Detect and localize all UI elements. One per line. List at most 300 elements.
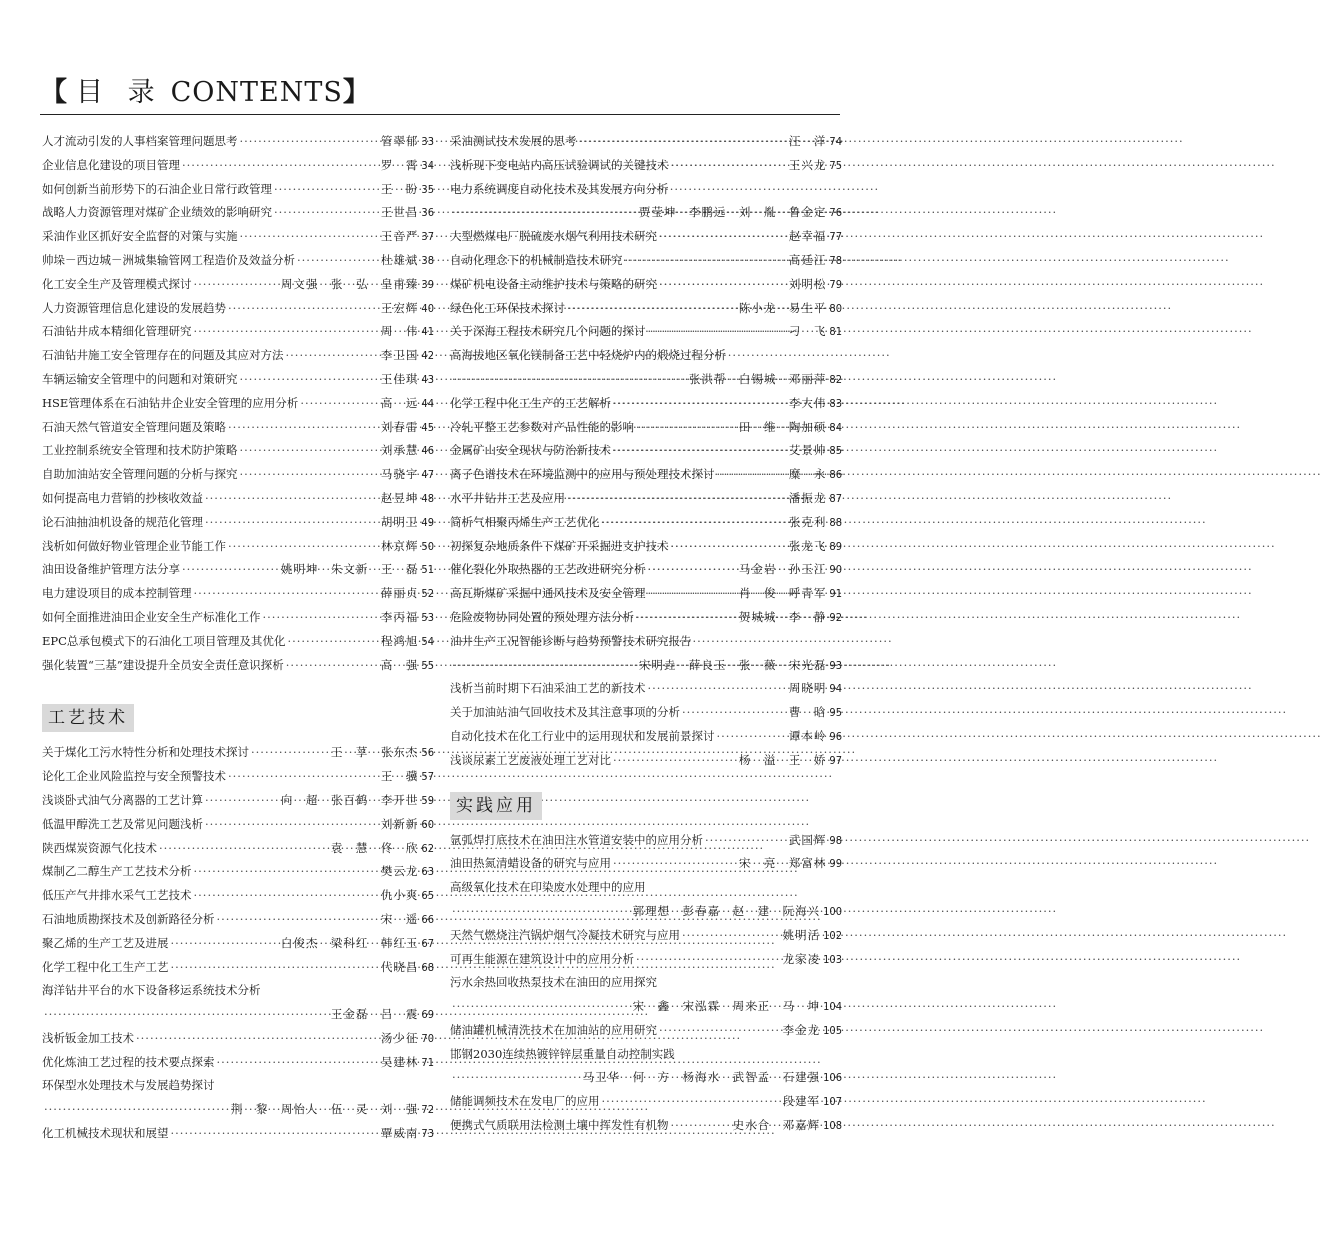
toc-entry[interactable] (42, 300, 434, 324)
toc-entry-page: 96 (829, 729, 842, 743)
toc-entry-title: 浅析如何做好物业管理企业节能工作 (42, 538, 226, 553)
toc-entry-title: 聚乙烯的生产工艺及进展 (42, 935, 169, 950)
toc-entry-authors: 张龙飞 (788, 538, 827, 553)
toc-entry[interactable] (450, 490, 842, 514)
toc-entry-page: 59 (421, 793, 434, 807)
right-toc-list-1 (450, 133, 842, 776)
dot-leader (182, 562, 279, 576)
toc-entry-page: 57 (421, 770, 434, 784)
toc-entry[interactable] (450, 1069, 842, 1093)
dot-leader (671, 1118, 731, 1132)
toc-entry[interactable] (450, 395, 842, 419)
toc-entry[interactable] (42, 792, 434, 816)
toc-entry[interactable] (450, 133, 842, 157)
toc-entry-authors: 田 维 陶加硕 (738, 419, 827, 434)
toc-entry[interactable] (42, 657, 434, 681)
toc-entry-authors: 袁 慧 佟 欣 (330, 840, 419, 855)
dot-leader (613, 443, 787, 457)
dot-leader (300, 396, 379, 410)
toc-entry[interactable] (42, 816, 434, 840)
toc-entry[interactable] (450, 252, 842, 276)
toc-entry-title: 天然气燃烧注汽锅炉烟气冷凝技术研究与应用 (450, 927, 680, 942)
dot-leader (636, 952, 781, 966)
dot-leader (159, 841, 329, 855)
toc-entry-page: 107 (823, 1095, 842, 1109)
toc-entry-title: 浅谈尿素工艺废液处理工艺对比 (450, 752, 611, 767)
toc-entry-page: 36 (421, 206, 434, 220)
toc-entry-page: 48 (421, 491, 434, 505)
toc-entry-page: 50 (421, 539, 434, 553)
toc-entry[interactable] (42, 609, 434, 633)
header-title: 目 录 (76, 77, 163, 108)
header-subtitle: CONTENTS (170, 77, 343, 108)
toc-entry-authors: 王音严 (380, 229, 419, 244)
toc-entry-authors: 赵昱坤 (380, 490, 419, 505)
toc-entry[interactable] (450, 181, 842, 205)
toc-entry[interactable] (450, 157, 842, 181)
header-close-bracket: 】 (342, 77, 371, 108)
toc-entry-authors: 郭理想 彭春嘉 赵 建 阮海兴 (632, 903, 821, 918)
toc-entry[interactable] (42, 935, 434, 959)
toc-entry-authors: 杜雄斌 (380, 252, 419, 267)
toc-entry-page: 65 (421, 889, 434, 903)
toc-entry-authors: 白俊杰 梁科红 韩红玉 (280, 935, 419, 950)
toc-entry[interactable] (450, 633, 842, 657)
dot-leader (625, 253, 787, 267)
dot-leader (636, 420, 737, 434)
toc-entry[interactable] (450, 514, 842, 538)
toc-entry-authors: 潘振龙 (788, 490, 827, 505)
toc-entry[interactable] (42, 1054, 434, 1078)
toc-entry-page: 88 (829, 515, 842, 529)
toc-entry-authors: 周文强 张 弘 皇甫臻 (280, 276, 419, 291)
toc-entry-authors: 宋 鑫 宋泓霖 周来正 马 坤 (632, 999, 821, 1014)
header-divider (40, 114, 840, 115)
toc-entry[interactable] (42, 768, 434, 792)
dot-leader (274, 205, 379, 219)
toc-entry[interactable] (450, 998, 842, 1022)
dot-leader (228, 769, 379, 783)
toc-entry-title: 油井生产工况智能诊断与趋势预警技术研究报告 (450, 633, 692, 648)
toc-entry-page: 35 (421, 182, 434, 196)
dot-leader (602, 1094, 781, 1108)
toc-entry-title: 便携式气质联用法检测土壤中挥发性有机物 (450, 1118, 669, 1133)
toc-entry-page: 81 (829, 325, 842, 339)
toc-entry[interactable] (42, 490, 434, 514)
toc-entry-title: 大型燃煤电厂脱硫废水烟气利用技术研究 (450, 229, 657, 244)
toc-entry[interactable] (42, 133, 434, 157)
dot-leader (171, 936, 279, 950)
toc-entry-title: 自动化技术在化工行业中的运用现状和发展前景探讨 (450, 728, 715, 743)
dot-leader (452, 904, 631, 918)
toc-entry-authors: 代晓昌 (380, 959, 419, 974)
toc-entry-page: 102 (823, 928, 842, 942)
toc-entry-authors: 龙家凌 (782, 951, 821, 966)
toc-entry[interactable] (450, 609, 842, 633)
dot-leader (579, 134, 787, 148)
toc-entry[interactable] (450, 927, 842, 951)
toc-entry-authors: 赵幸福 (788, 229, 827, 244)
dot-leader (194, 586, 379, 600)
toc-entry-authors: 杨 溢 王 娇 (738, 752, 827, 767)
toc-entry-title: 论石油抽油机设备的规范化管理 (42, 514, 203, 529)
toc-entry[interactable] (450, 657, 842, 681)
toc-entry-title: 如何全面推进油田企业安全生产标准化工作 (42, 609, 261, 624)
toc-entry[interactable] (42, 982, 434, 1006)
toc-entry-authors: 樊云龙 (380, 864, 419, 879)
toc-entry-authors: 汪 洋 (788, 134, 827, 148)
dot-leader (205, 515, 379, 529)
toc-entry-page: 68 (421, 960, 434, 974)
toc-entry-authors: 覃威南 (380, 1126, 419, 1141)
toc-entry-authors: 周晓明 (788, 681, 827, 696)
toc-entry-title: 高瓦斯煤矿采掘中通风技术及安全管理 (450, 586, 646, 601)
toc-entry-title: 浅析现下变电站内高压试验调试的关键技术 (450, 157, 669, 172)
dot-leader (659, 1023, 781, 1037)
left-toc-list-1 (42, 133, 434, 680)
toc-entry[interactable] (42, 276, 434, 300)
toc-entry-page: 72 (421, 1103, 434, 1117)
toc-entry-title: 海洋钻井平台的水下设备移运系统技术分析 (42, 983, 261, 998)
toc-entry-authors: 姚明活 (782, 927, 821, 942)
toc-entry-authors: 刘承慧 (380, 443, 419, 458)
toc-entry-title: 化学工程中化工生产工艺 (42, 959, 169, 974)
toc-entry-page: 37 (421, 230, 434, 244)
toc-entry[interactable] (42, 204, 434, 228)
toc-entry-title: 石油地质勘探技术及创新路径分析 (42, 911, 215, 926)
toc-entry-page: 67 (421, 936, 434, 950)
toc-entry-authors: 刘明松 (788, 276, 827, 291)
toc-entry-authors: 管翠郁 (380, 134, 419, 148)
toc-entry[interactable] (42, 157, 434, 181)
toc-entry[interactable] (42, 840, 434, 864)
toc-entry-page: 85 (829, 444, 842, 458)
toc-entry[interactable] (42, 1077, 434, 1101)
toc-entry-page: 40 (421, 301, 434, 315)
dot-leader (636, 610, 737, 624)
toc-entry[interactable] (42, 561, 434, 585)
toc-entry-authors: 马骁宇 (380, 467, 419, 482)
dot-leader (452, 658, 637, 672)
toc-entry-title: 危险废物协同处置的预处理方法分析 (450, 609, 634, 624)
toc-entry-page: 45 (421, 420, 434, 434)
toc-entry-authors: 林京辉 (380, 538, 419, 553)
toc-entry[interactable] (42, 1030, 434, 1054)
section-heading-practice: 实践应用 (450, 792, 542, 820)
dot-leader (136, 1031, 379, 1045)
dot-leader (452, 205, 637, 219)
toc-entry-title: 企业信息化建设的项目管理 (42, 157, 180, 172)
dot-leader (240, 467, 379, 481)
toc-entry[interactable] (42, 181, 434, 205)
toc-entry-title: 浅谈卧式油气分离器的工艺计算 (42, 792, 203, 807)
section-spacer (450, 776, 842, 786)
toc-entry-page: 55 (421, 658, 434, 672)
toc-entry[interactable] (450, 466, 842, 490)
toc-entry-page: 34 (421, 158, 434, 172)
dot-leader (287, 634, 378, 648)
dot-leader (182, 158, 379, 172)
toc-entry-title: 强化装置“三基”建设提升全员安全责任意识探析 (42, 657, 284, 672)
toc-entry-page: 80 (829, 301, 842, 315)
toc-entry-title: 污水余热回收热泵技术在油田的应用探究 (450, 975, 657, 990)
toc-entry-authors: 王 盼 (380, 181, 419, 196)
dot-leader (171, 1126, 379, 1140)
dot-leader (240, 229, 379, 243)
toc-entry[interactable] (450, 276, 842, 300)
toc-entry[interactable] (450, 903, 842, 927)
dot-leader (171, 960, 379, 974)
toc-entry[interactable] (42, 442, 434, 466)
toc-entry-page: 91 (829, 587, 842, 601)
dot-leader (263, 610, 379, 624)
dot-leader (452, 999, 631, 1013)
toc-entry[interactable] (42, 744, 434, 768)
toc-entry-authors: 谭本岭 (788, 728, 827, 743)
toc-entry-authors: 王佳琪 (380, 371, 419, 386)
toc-entry[interactable] (450, 561, 842, 585)
toc-entry-page: 62 (421, 841, 434, 855)
toc-entry-page: 77 (829, 230, 842, 244)
toc-entry[interactable] (450, 585, 842, 609)
dot-leader (567, 491, 787, 505)
toc-entry-page: 56 (421, 746, 434, 760)
toc-entry-authors: 姚明坤 朱文新 王 磊 (280, 562, 419, 577)
toc-entry[interactable] (450, 752, 842, 776)
toc-entry-title: 简析气相聚丙烯生产工艺优化 (450, 514, 600, 529)
toc-entry[interactable] (42, 585, 434, 609)
toc-entry-authors: 王宏辉 (380, 300, 419, 315)
toc-entry-authors: 胡明卫 (380, 514, 419, 529)
toc-entry-authors: 糜 永 (788, 467, 827, 482)
toc-entry-page: 43 (421, 372, 434, 386)
toc-entry-authors: 宋 遥 (380, 911, 419, 926)
dot-leader (452, 1070, 581, 1084)
toc-entry[interactable] (450, 1022, 842, 1046)
toc-entry-page: 52 (421, 587, 434, 601)
toc-entry[interactable] (42, 863, 434, 887)
toc-entry-page: 74 (829, 135, 842, 148)
toc-entry[interactable] (450, 371, 842, 395)
toc-entry-title: 关于加油站油气回收技术及其注意事项的分析 (450, 705, 680, 720)
toc-entry-title: 关于煤化工污水特性分析和处理技术探讨 (42, 745, 249, 760)
toc-entry-page: 76 (829, 206, 842, 220)
dot-leader (228, 420, 379, 434)
toc-entry-title: 陕西煤炭资源气化技术 (42, 840, 157, 855)
toc-entry[interactable] (450, 704, 842, 728)
toc-entry-authors: 王 骥 (380, 769, 419, 784)
toc-entry[interactable] (450, 1046, 842, 1070)
toc-entry[interactable] (42, 466, 434, 490)
toc-entry-authors: 高 强 (380, 657, 419, 672)
toc-entry-page: 75 (829, 158, 842, 172)
dot-leader (717, 729, 787, 743)
toc-entry-page: 84 (829, 420, 842, 434)
toc-entry[interactable] (42, 959, 434, 983)
toc-entry-title: 储能调频技术在发电厂的应用 (450, 1094, 600, 1109)
toc-entry-page: 66 (421, 912, 434, 926)
toc-entry[interactable] (450, 228, 842, 252)
toc-entry[interactable] (42, 419, 434, 443)
toc-entry[interactable] (450, 1117, 842, 1141)
toc-entry[interactable] (450, 879, 842, 903)
toc-entry[interactable] (42, 887, 434, 911)
toc-entry-page: 63 (421, 865, 434, 879)
toc-entry[interactable] (42, 395, 434, 419)
toc-entry-authors: 汤少征 (380, 1030, 419, 1045)
toc-entry[interactable] (42, 371, 434, 395)
toc-entry-title: 石油钻井成本精细化管理研究 (42, 324, 192, 339)
dot-leader (286, 348, 379, 362)
toc-entry-authors: 刁 飞 (788, 324, 827, 339)
toc-entry-title: 金属矿山安全现状与防治新技术 (450, 443, 611, 458)
toc-entry-page: 79 (829, 277, 842, 291)
toc-entry-authors: 李金龙 (782, 1022, 821, 1037)
left-toc-list-2 (42, 744, 434, 1149)
toc-entry-title: 高海拔地区氧化镁制备工艺中轻烧炉内的煅烧过程分析 (450, 348, 726, 363)
toc-entry-authors: 肖 俊 呼青军 (738, 586, 827, 601)
section-spacer (42, 680, 434, 698)
toc-entry[interactable] (450, 538, 842, 562)
toc-entry-title: 冷轧平整工艺参数对产品性能的影响 (450, 419, 634, 434)
toc-entry-title: 论化工企业风险监控与安全预警技术 (42, 769, 226, 784)
toc-entry[interactable] (450, 1093, 842, 1117)
toc-entry[interactable] (450, 204, 842, 228)
toc-entry[interactable] (42, 228, 434, 252)
toc-entry-authors: 史水合 邓嘉辉 (732, 1118, 821, 1133)
toc-entry-title: 绿色化工环保技术探讨 (450, 300, 565, 315)
toc-entry-authors: 高 远 (380, 395, 419, 410)
toc-entry-title: 自助加油站安全管理问题的分析与探究 (42, 467, 238, 482)
toc-entry-title: 初探复杂地质条件下煤矿开采掘进支护技术 (450, 538, 669, 553)
toc-entry[interactable] (42, 252, 434, 276)
toc-entry[interactable] (42, 347, 434, 371)
toc-entry-page: 39 (421, 277, 434, 291)
toc-entry-authors: 仇小爽 (380, 888, 419, 903)
toc-entry-title: 煤矿机电设备主动维护技术与策略的研究 (450, 276, 657, 291)
toc-entry-page: 99 (829, 857, 842, 871)
dot-leader (452, 372, 687, 386)
dot-leader (671, 158, 787, 172)
dot-leader (251, 745, 329, 759)
toc-entry-page: 49 (421, 515, 434, 529)
toc-entry[interactable] (450, 832, 842, 856)
dot-leader (44, 1102, 229, 1116)
dot-leader (648, 562, 737, 576)
toc-entry[interactable] (42, 514, 434, 538)
dot-leader (217, 912, 379, 926)
dot-leader (602, 515, 787, 529)
dot-leader (613, 856, 737, 870)
toc-entry-title: 催化裂化外取热器的工艺改进研究分析 (450, 562, 646, 577)
dot-leader (648, 324, 787, 338)
toc-entry-authors: 刘新新 (380, 816, 419, 831)
toc-entry-page: 82 (829, 372, 842, 386)
toc-entry-page: 106 (823, 1071, 842, 1085)
toc-entry-page: 103 (823, 952, 842, 966)
toc-entry[interactable] (42, 1101, 434, 1125)
toc-entry-title: 如何提高电力营销的抄核收效益 (42, 490, 203, 505)
toc-entry-title: 可再生能源在建筑设计中的应用分析 (450, 951, 634, 966)
toc-entry-title: HSE管理体系在石油钻井企业安全管理的应用分析 (42, 395, 299, 410)
toc-entry-authors: 曹 晗 (788, 705, 827, 720)
toc-entry-authors: 马卫华 何 方 杨海水 武智孟 石建强 (582, 1070, 821, 1085)
toc-entry-title: 油田热氮清蜡设备的研究与应用 (450, 856, 611, 871)
toc-entry[interactable] (450, 419, 842, 443)
dot-leader (205, 491, 379, 505)
toc-entry[interactable] (42, 1006, 434, 1030)
toc-entry[interactable] (42, 1125, 434, 1149)
toc-entry-page: 70 (421, 1031, 434, 1045)
toc-entry[interactable] (450, 347, 842, 371)
toc-entry[interactable] (450, 974, 842, 998)
dot-leader (613, 753, 737, 767)
toc-entry[interactable] (450, 680, 842, 704)
toc-entry[interactable] (450, 951, 842, 975)
dot-leader (240, 134, 379, 148)
toc-entry-authors: 罗 霄 (380, 157, 419, 172)
dot-leader (194, 324, 379, 338)
toc-entry-title: 电力系统调度自动化技术及其发展方向分析 (450, 181, 669, 196)
toc-entry-page: 100 (823, 904, 842, 918)
toc-entry-authors: 艾景帅 (788, 443, 827, 458)
toc-entry[interactable] (450, 728, 842, 752)
dot-leader (286, 658, 379, 672)
toc-entry-title: 采油测试技术发展的思考 (450, 134, 577, 148)
toc-entry-title: 车辆运输安全管理中的问题和对策研究 (42, 371, 238, 386)
toc-entry-authors: 贾莹坤 李鹏远 刘 胤 鲁金定 (638, 205, 827, 220)
toc-entry-page: 95 (829, 706, 842, 720)
toc-entry-title: 人才流动引发的人事档案管理问题思考 (42, 134, 238, 148)
toc-entry-title: EPC总承包模式下的石油化工项目管理及其优化 (42, 633, 286, 648)
dot-leader (682, 928, 781, 942)
toc-entry-title: 自动化理念下的机械制造技术研究 (450, 252, 623, 267)
toc-entry-page: 41 (421, 325, 434, 339)
toc-entry-page: 44 (421, 396, 434, 410)
toc-entry[interactable] (42, 633, 434, 657)
toc-entry[interactable] (450, 855, 842, 879)
dot-leader (705, 833, 787, 847)
dot-leader (274, 182, 379, 196)
toc-entry-authors: 马金岩 孙玉江 (738, 562, 827, 577)
toc-entry-authors: 陈小龙 易生平 (738, 300, 827, 315)
toc-entry-title: 石油天然气管道安全管理问题及策略 (42, 419, 226, 434)
toc-entry-title: 战略人力资源管理对煤矿企业绩效的影响研究 (42, 205, 272, 220)
toc-entry-title: 优化炼油工艺过程的技术要点探索 (42, 1054, 215, 1069)
toc-entry[interactable] (42, 538, 434, 562)
toc-entry-title: 采油作业区抓好安全监督的对策与实施 (42, 229, 238, 244)
dot-leader (648, 586, 737, 600)
toc-entry[interactable] (42, 911, 434, 935)
toc-entry-page: 51 (421, 563, 434, 577)
toc-entry-authors: 薛丽贞 (380, 586, 419, 601)
dot-leader (205, 817, 379, 831)
dot-leader (682, 705, 787, 719)
toc-entry-title: 邯钢2030连续热镀锌锌层重量自动控制实践 (450, 1046, 675, 1061)
toc-entry[interactable] (450, 323, 842, 347)
dot-leader (240, 443, 379, 457)
right-toc-list-2 (450, 832, 842, 1141)
toc-entry[interactable] (450, 442, 842, 466)
toc-entry-page: 90 (829, 563, 842, 577)
toc-entry-title: 煤制乙二醇生产工艺技术分析 (42, 864, 192, 879)
toc-entry[interactable] (42, 323, 434, 347)
toc-entry-authors: 武国辉 (788, 832, 827, 847)
dot-leader (613, 396, 787, 410)
toc-entry-authors: 李卫国 (380, 348, 419, 363)
header-open-bracket: 【 (40, 77, 68, 108)
toc-entry[interactable] (450, 300, 842, 324)
